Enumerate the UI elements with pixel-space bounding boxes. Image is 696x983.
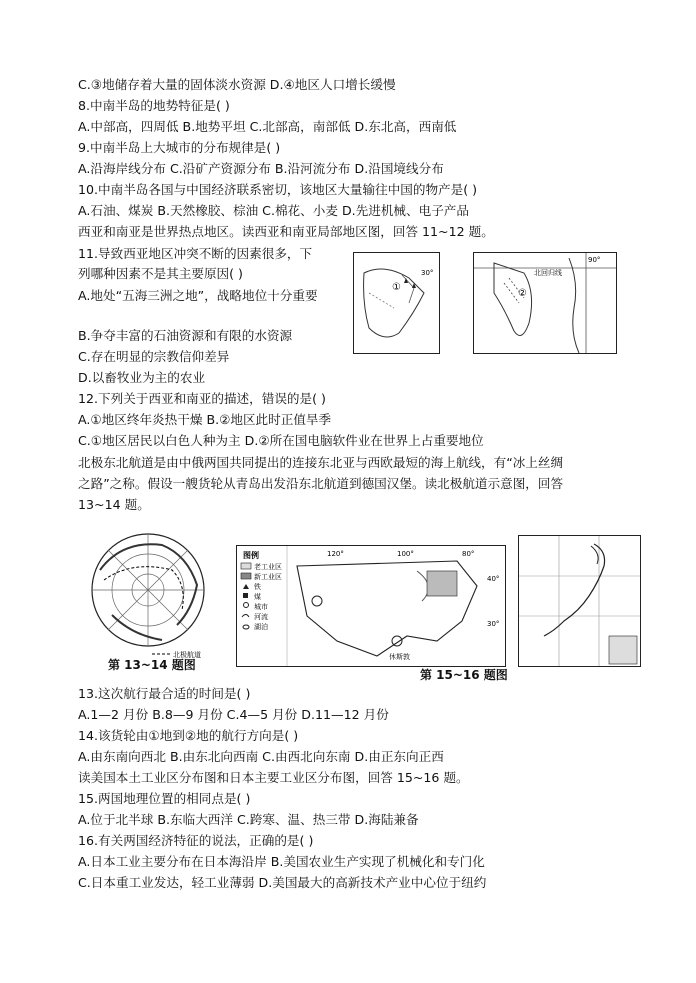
intro-11-12: 西亚和南亚是世界热点地区。读西亚和南亚局部地区图，回答 11~12 题。 xyxy=(78,224,494,239)
q11-option-b: B.争夺丰富的石油资源和有限的水资源 xyxy=(78,328,293,343)
legend-old-industrial: 老工业区 xyxy=(254,563,282,571)
q11-option-a: A.地处“五海三洲之地”，战略地位十分重要 xyxy=(78,288,318,303)
q14-options: A.由东南向西北 B.由东北向西南 C.由西北向东南 D.由正东向正西 xyxy=(78,749,444,764)
fig-caption-13-14: 第 13~14 题图 xyxy=(108,658,196,672)
map-label-circle2: ② xyxy=(518,288,527,299)
legend-coal: 煤 xyxy=(254,593,261,601)
q11-option-c: C.存在明显的宗教信仰差异 xyxy=(78,349,230,364)
legend-title: 图例 xyxy=(243,551,259,560)
q13-options: A.1—2 月份 B.8—9 月份 C.4—5 月份 D.11—12 月份 xyxy=(78,707,389,722)
lat-30: 30° xyxy=(487,620,500,628)
lon-120: 120° xyxy=(327,550,344,558)
map-label-lon90: 90° xyxy=(588,256,601,264)
q11-stem-line1: 11.导致西亚地区冲突不断的因素很多，下 xyxy=(78,246,313,261)
q11-option-d: D.以畜牧业为主的农业 xyxy=(78,370,206,385)
q15-stem: 15.两国地理位置的相同点是( ) xyxy=(78,791,251,806)
intro-13-14-line2: 之路”之称。假设一艘货轮从青岛出发沿东北航道到德国汉堡。读北极航道示意图，回答 xyxy=(78,476,564,491)
legend-city: 城市 xyxy=(254,603,268,611)
fig-caption-15-16: 第 15~16 题图 xyxy=(420,668,508,682)
map-label-circle1: ① xyxy=(392,282,401,293)
arctic-route-map xyxy=(82,530,218,660)
q8-stem: 8.中南半岛的地势特征是( ) xyxy=(78,98,230,113)
q14-stem: 14.该货轮由①地到②地的航行方向是( ) xyxy=(78,728,299,743)
q13-stem: 13.这次航行最合适的时间是( ) xyxy=(78,686,251,701)
west-asia-map xyxy=(353,252,440,354)
q16-options-ab: A.日本工业主要分布在日本海沿岸 B.美国农业生产实现了机械化和专门化 xyxy=(78,854,485,869)
q12-stem: 12.下列关于西亚和南亚的描述，错误的是( ) xyxy=(78,391,326,406)
intro-13-14-line3: 13~14 题。 xyxy=(78,497,150,512)
q12-options-cd: C.①地区居民以白色人种为主 D.②所在国电脑软件业在世界上占重要地位 xyxy=(78,433,484,448)
intro-15-16: 读美国本土工业区分布图和日本主要工业区分布图，回答 15~16 题。 xyxy=(78,770,469,785)
lon-100: 100° xyxy=(397,550,414,558)
q15-options: A.位于北半球 B.东临大西洋 C.跨寒、温、热三带 D.海陆兼备 xyxy=(78,812,419,827)
us-industrial-map xyxy=(236,545,506,667)
lon-80: 80° xyxy=(462,550,475,558)
q10-stem: 10.中南半岛各国与中国经济联系密切，该地区大量输往中国的物产是( ) xyxy=(78,182,478,197)
legend-iron: 铁 xyxy=(254,583,261,591)
intro-13-14-line1: 北极东北航道是由中俄两国共同提出的连接东北亚与西欧最短的海上航线，有“冰上丝绸 xyxy=(78,455,564,470)
q9-stem: 9.中南半岛上大城市的分布规律是( ) xyxy=(78,140,281,155)
q12-options-ab: A.①地区终年炎热干燥 B.②地区此时正值旱季 xyxy=(78,412,332,427)
q16-options-cd: C.日本重工业发达，轻工业薄弱 D.美国最大的高新技术产业中心位于纽约 xyxy=(78,875,487,890)
legend-new-industrial: 新工业区 xyxy=(254,573,282,581)
q11-stem-line2: 列哪种因素不是其主要原因( ) xyxy=(78,266,243,281)
south-asia-map xyxy=(473,252,617,354)
map-label-north-tropic: 北回归线 xyxy=(534,269,562,277)
japan-industrial-map xyxy=(518,535,641,667)
legend-lake: 湖泊 xyxy=(254,623,268,631)
q16-stem: 16.有关两国经济特征的说法，正确的是( ) xyxy=(78,833,314,848)
arctic-route-legend: 北极航道 xyxy=(173,651,201,659)
q7-options-cd: C.③地储存着大量的固体淡水资源 D.④地区人口增长缓慢 xyxy=(78,77,396,92)
map-label-lat30: 30° xyxy=(421,269,434,277)
q10-options: A.石油、煤炭 B.天然橡胶、棕油 C.棉花、小麦 D.先进机械、电子产品 xyxy=(78,203,469,218)
q8-options: A.中部高，四周低 B.地势平坦 C.北部高，南部低 D.东北高，西南低 xyxy=(78,119,457,134)
q9-options: A.沿海岸线分布 C.沿矿产资源分布 B.沿河流分布 D.沿国境线分布 xyxy=(78,161,444,176)
houston-label: 休斯敦 xyxy=(389,653,410,661)
legend-river: 河流 xyxy=(254,613,268,621)
lat-40: 40° xyxy=(487,575,500,583)
